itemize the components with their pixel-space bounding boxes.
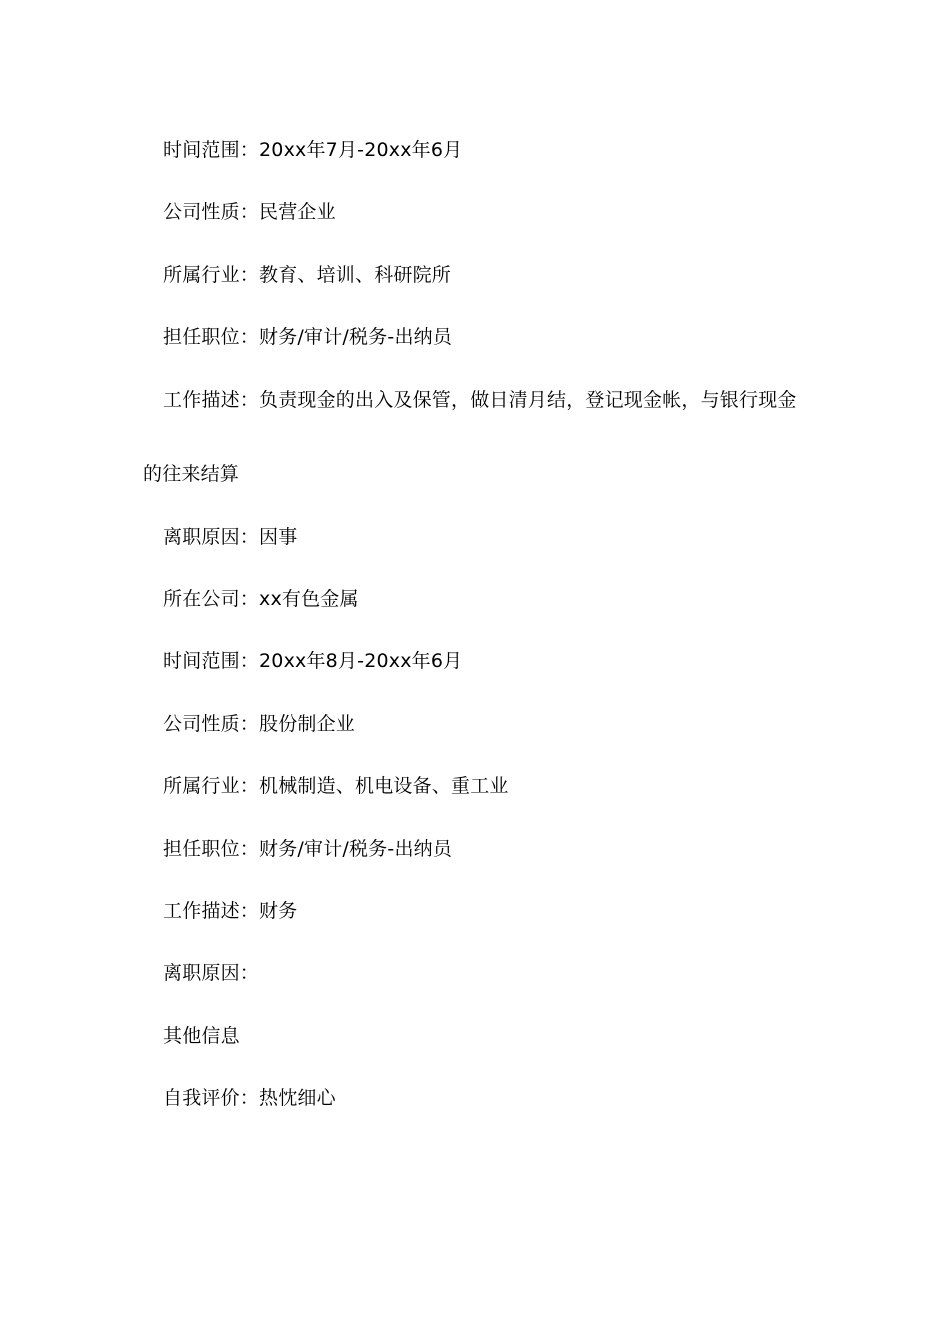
leave-reason-1: 离职原因：因事 — [163, 526, 298, 548]
other-info-heading: 其他信息 — [163, 1025, 240, 1047]
position-1: 担任职位：财务/审计/税务-出纳员 — [163, 326, 453, 348]
company-2: 所在公司：xx有色金属 — [163, 588, 359, 610]
self-evaluation: 自我评价：热忱细心 — [163, 1087, 336, 1109]
time-range-2: 时间范围：20xx年8月-20xx年6月 — [163, 650, 463, 672]
job-description-1-continued: 的往来结算 — [143, 463, 240, 485]
leave-reason-2: 离职原因： — [163, 962, 260, 984]
time-range-1: 时间范围：20xx年7月-20xx年6月 — [163, 139, 463, 161]
industry-2: 所属行业：机械制造、机电设备、重工业 — [163, 775, 509, 797]
industry-1: 所属行业：教育、培训、科研院所 — [163, 264, 452, 286]
job-description-2: 工作描述：财务 — [163, 900, 298, 922]
company-nature-1: 公司性质：民营企业 — [163, 201, 336, 223]
position-2: 担任职位：财务/审计/税务-出纳员 — [163, 838, 453, 860]
company-nature-2: 公司性质：股份制企业 — [163, 713, 356, 735]
job-description-1: 工作描述：负责现金的出入及保管，做日清月结，登记现金帐，与银行现金 — [163, 389, 797, 411]
